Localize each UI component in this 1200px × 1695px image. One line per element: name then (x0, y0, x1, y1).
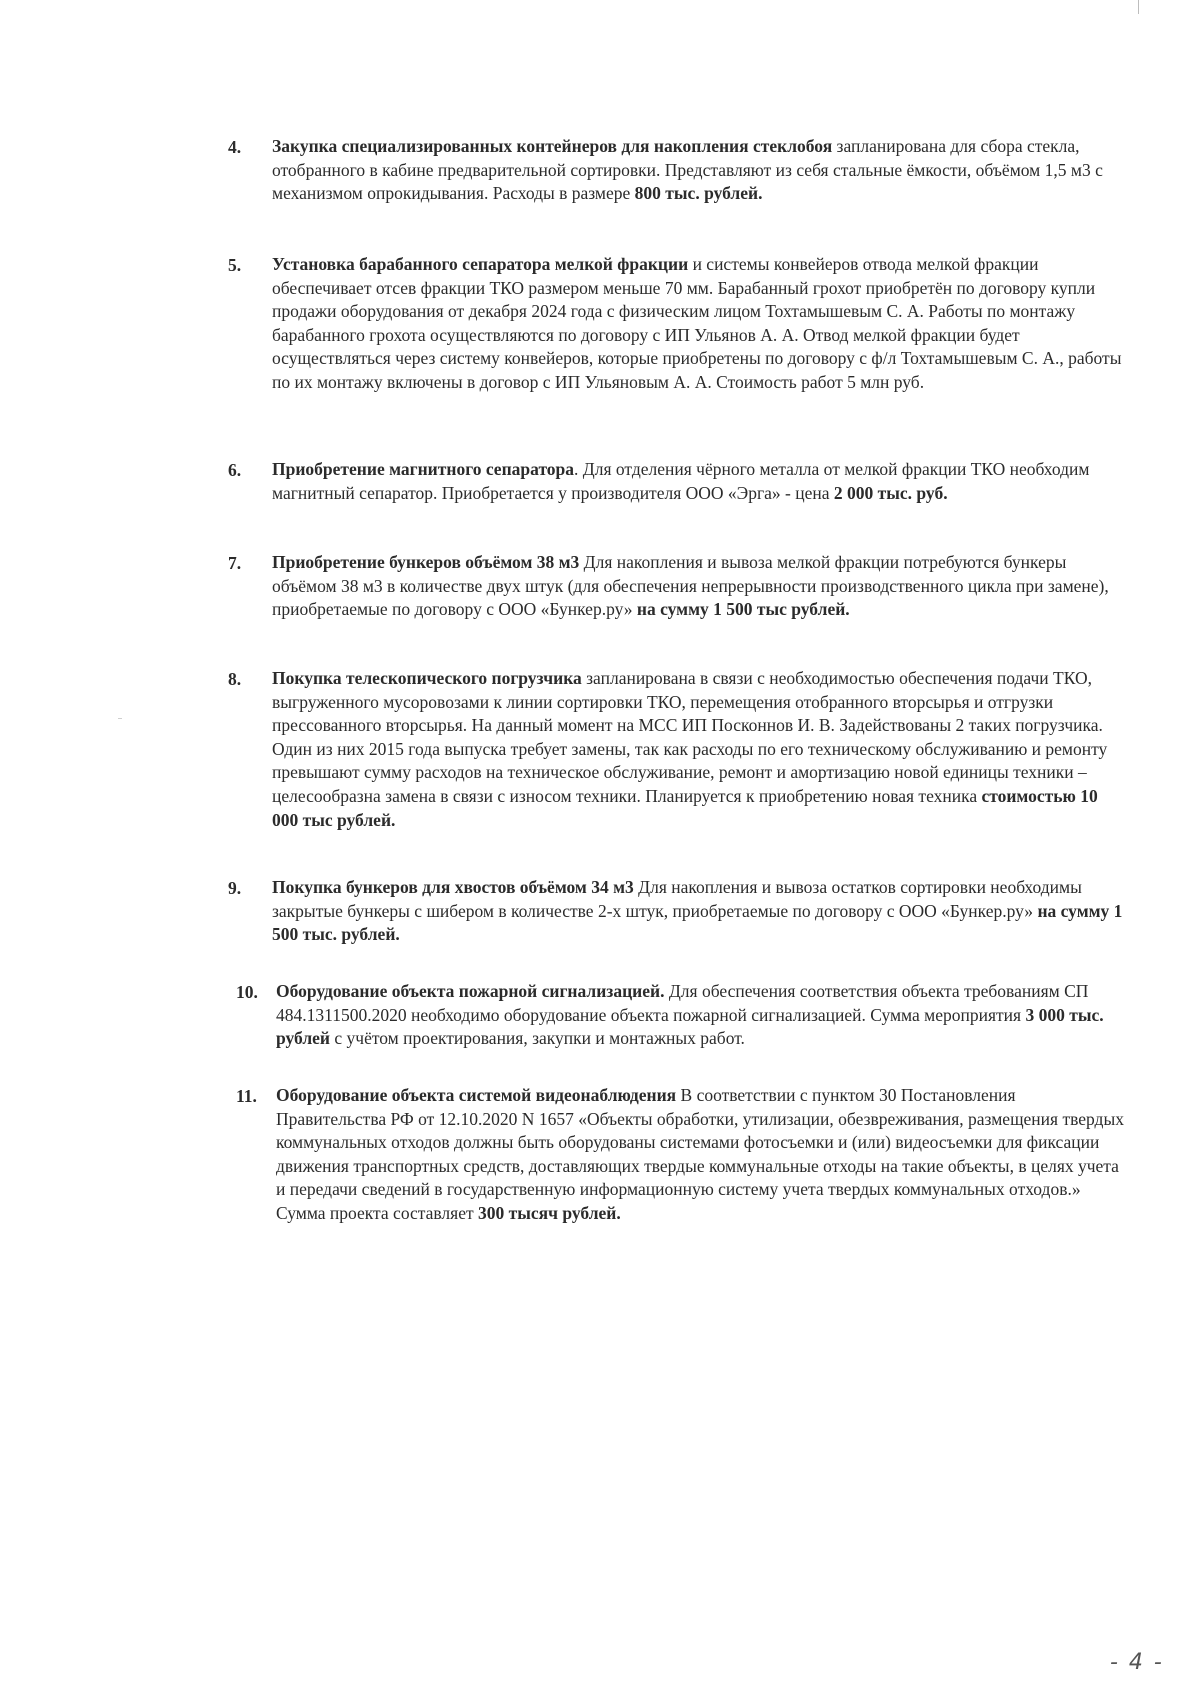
item-amount: на сумму 1 500 тыс рублей. (636, 599, 850, 620)
list-item (236, 1084, 1128, 1226)
item-title: Оборудование объекта системой видеонаблюдения (276, 1085, 677, 1105)
scan-artifact (1138, 0, 1139, 14)
item-title: Приобретение магнитного сепаратора (272, 459, 575, 479)
item-body: запланирована в связи с необходимостью обеспечения подачи ТКО, выгруженного мусоровозами к линии сортировки ТКО, перемещения отобранного вторсырья и отгрузки прессованного вторсырья. На данный момент на МСС ИП Посконнов И. В. Задействованы 2 таких погрузчика. Один из них 2015 года выпуска требует замены, так как расходы по его техническому обслуживанию и ремонту превышают сумму расходов на техническое обслуживание, ремонт и амортизацию новой единицы техники – целесообразна замена в связи с износом техники. Планируется к приобретению новая техника (272, 668, 1108, 806)
item-tail: с учётом проектирования, закупки и монтажных работ. (330, 1028, 745, 1049)
page-number: - 4 - (1110, 1650, 1164, 1675)
item-text (276, 980, 1128, 1051)
item-number: 8. (228, 669, 242, 689)
list-item (236, 980, 1128, 1051)
item-number: 5. (228, 255, 242, 275)
item-number: 4. (228, 137, 242, 157)
item-amount: на сумму 1 500 тыс. рублей. (272, 900, 1123, 945)
list-item (228, 135, 1128, 206)
item-title: Закупка специализированных контейнеров для накопления стеклобоя (272, 136, 833, 156)
item-text (272, 458, 1128, 505)
item-amount: стоимостью 10 000 тыс рублей. (272, 785, 1098, 830)
item-title: Покупка бункеров для хвостов объёмом 34 м3 (272, 877, 634, 897)
item-text (272, 253, 1128, 395)
item-amount: 2 000 тыс. руб. (833, 482, 948, 503)
item-body: запланирована для сбора стекла, отобранного в кабине предварительной сортировки. Представляют из себя стальные ёмкости, объёмом 1,5 м3 с механизмом опрокидывания. Расходы в размере (272, 136, 1103, 204)
list-item (228, 667, 1128, 832)
item-number: 9. (228, 878, 242, 898)
item-text (272, 667, 1128, 832)
scan-artifact (118, 718, 122, 719)
item-body: В соответствии с пунктом 30 Постановления Правительства РФ от 12.10.2020 N 1657 «Объекты обработки, утилизации, обезвреживания, размещения твердых коммунальных отходов должны быть оборудованы системами фотосъемки и (или) видеосъемки для фиксации движения транспортных средств, доставляющих твердые коммунальные отходы на такие объекты, в целях учета и передачи сведений в государственную информационную систему учета твердых коммунальных отходов.» Сумма проекта составляет (276, 1085, 1124, 1223)
list-item (228, 876, 1128, 947)
item-body: Для накопления и вывоза остатков сортировки необходимы закрытые бункеры с шибером в количестве 2-х штук, приобретаемые по договору с ООО «Бункер.ру» (272, 877, 1082, 921)
item-body: и системы конвейеров отвода мелкой фракции обеспечивает отсев фракции ТКО размером меньше 70 мм. Барабанный грохот приобретён по договору купли продажи оборудования от декабря 2024 года с физическим лицом Тохтамышевым С. А. Работы по монтажу барабанного грохота осуществляются по договору с ИП Ульянов А. А. Отвод мелкой фракции будет осуществляться через систему конвейеров, которые приобретены по договору с ф/л Тохтамышевым С. А., работы по их монтажу включены в договор с ИП Ульяновым А. А. Стоимость работ 5 млн руб. (272, 254, 1122, 392)
item-title: Установка барабанного сепаратора мелкой фракции (272, 254, 689, 274)
item-amount: 300 тысяч рублей. (478, 1202, 621, 1223)
item-number: 11. (236, 1086, 257, 1106)
item-number: 7. (228, 553, 242, 573)
item-text (272, 876, 1128, 947)
item-number: 6. (228, 460, 242, 480)
item-amount: 3 000 тыс. рублей (276, 1004, 1104, 1049)
item-body: Для накопления и вывоза мелкой фракции потребуются бункеры объёмом 38 м3 в количестве двух штук (для обеспечения непрерывности производственного цикла при замене), приобретаемые по договору с ООО «Бункер.ру» (272, 552, 1109, 620)
list-item (228, 551, 1128, 622)
list-item (228, 253, 1128, 395)
item-text (272, 551, 1128, 622)
item-title: Оборудование объекта пожарной сигнализацией. (276, 981, 665, 1001)
item-number: 10. (236, 982, 258, 1002)
list-item (228, 458, 1128, 505)
item-text (276, 1084, 1128, 1226)
item-body: . Для отделения чёрного металла от мелкой фракции ТКО необходим магнитный сепаратор. Приобретается у производителя ООО «Эрга» - цена (272, 459, 1090, 503)
item-text (272, 135, 1128, 206)
item-title: Покупка телескопического погрузчика (272, 668, 582, 688)
item-title: Приобретение бункеров объёмом 38 м3 (272, 552, 580, 572)
item-amount: 800 тыс. рублей. (634, 183, 763, 204)
item-body: Для обеспечения соответствия объекта требованиям СП 484.1311500.2020 необходимо оборудование объекта пожарной сигнализацией. Сумма мероприятия (276, 981, 1089, 1025)
